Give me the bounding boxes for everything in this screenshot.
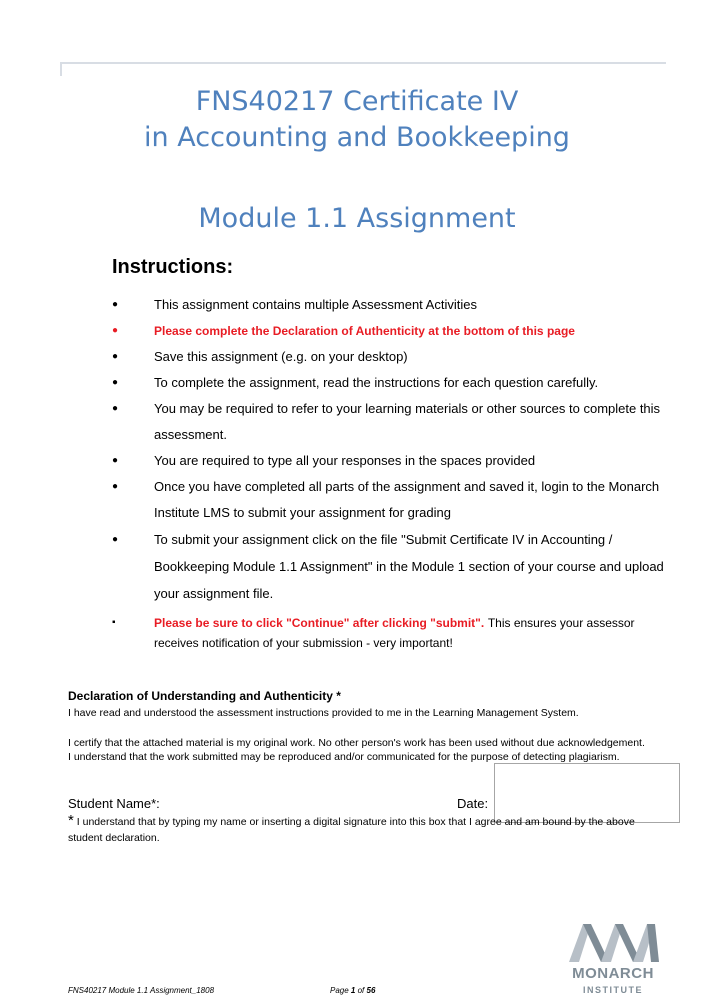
bullet-icon: ● (112, 325, 119, 336)
footer-doc-name: FNS40217 Module 1.1 Assignment_1808 (68, 986, 215, 995)
footer-page-number: Page 1 of 56 (330, 986, 376, 995)
course-title-line2: in Accounting and Bookkeeping (144, 122, 570, 153)
bullet-icon: ● (112, 481, 119, 492)
instruction-item: ● You may be required to refer to your learning materials or other sources to complete this assessment. (112, 396, 672, 448)
instruction-item: ● You are required to type all your responses in the spaces provided (112, 448, 672, 474)
declaration-footnote: * I understand that by typing my name or inserting a digital signature into this box that I agree and am bound by the above student declaration. (68, 812, 635, 844)
page-frame-top-line (60, 62, 666, 64)
student-name-label: Student Name*: (68, 796, 160, 811)
instruction-item: ● Save this assignment (e.g. on your desktop) (112, 344, 672, 370)
logo-name: MONARCH (572, 965, 654, 982)
instruction-item: ● Once you have completed all parts of the assignment and saved it, login to the Monarch Institute LMS to submit your assignment for grading (112, 474, 672, 526)
bullet-icon: ● (112, 534, 119, 545)
declaration-paragraph-2: I certify that the attached material is my original work. No other person's work has been used without due acknowledgement. I understand that the work submitted may be reproduced and/or communicated for the purpose of detecting plagiarism. (68, 737, 645, 763)
instructions-heading: Instructions: (112, 256, 234, 278)
instruction-item: ● To complete the assignment, read the instructions for each question carefully. (112, 370, 672, 396)
bullet-icon: ● (112, 351, 119, 362)
bullet-icon: ● (112, 299, 119, 310)
bullet-icon: ● (112, 377, 119, 388)
course-title-line1: FNS40217 Certificate IV (195, 86, 519, 117)
declaration-title: Declaration of Understanding and Authenticity * (68, 689, 341, 703)
page-frame-left-line (60, 62, 62, 76)
instruction-item: ● This assignment contains multiple Assessment Activities (112, 292, 672, 318)
instruction-item: ● To submit your assignment click on the file "Submit Certificate IV in Accounting / Bookkeeping Module 1.1 Assignment" in the Module 1 section of your course and upload your assignment file. (112, 526, 672, 607)
module-title: Module 1.1 Assignment (198, 203, 516, 234)
footnote-star: * (68, 812, 74, 829)
instructions-list (112, 292, 672, 653)
square-bullet-icon: ▪ (112, 617, 116, 628)
bullet-icon: ● (112, 403, 119, 414)
date-label: Date: (457, 796, 489, 811)
declaration-paragraph-1: I have read and understood the assessment instructions provided to me in the Learning Management System. (68, 707, 579, 719)
instruction-item-declaration: ● Please complete the Declaration of Authenticity at the bottom of this page (112, 318, 672, 344)
bullet-icon: ● (112, 455, 119, 466)
instruction-item-submit-note: ▪ Please be sure to click "Continue" after clicking "submit". This ensures your assessor receives notification of your submission - very important! (112, 613, 672, 653)
logo-sub: INSTITUTE (583, 985, 643, 995)
